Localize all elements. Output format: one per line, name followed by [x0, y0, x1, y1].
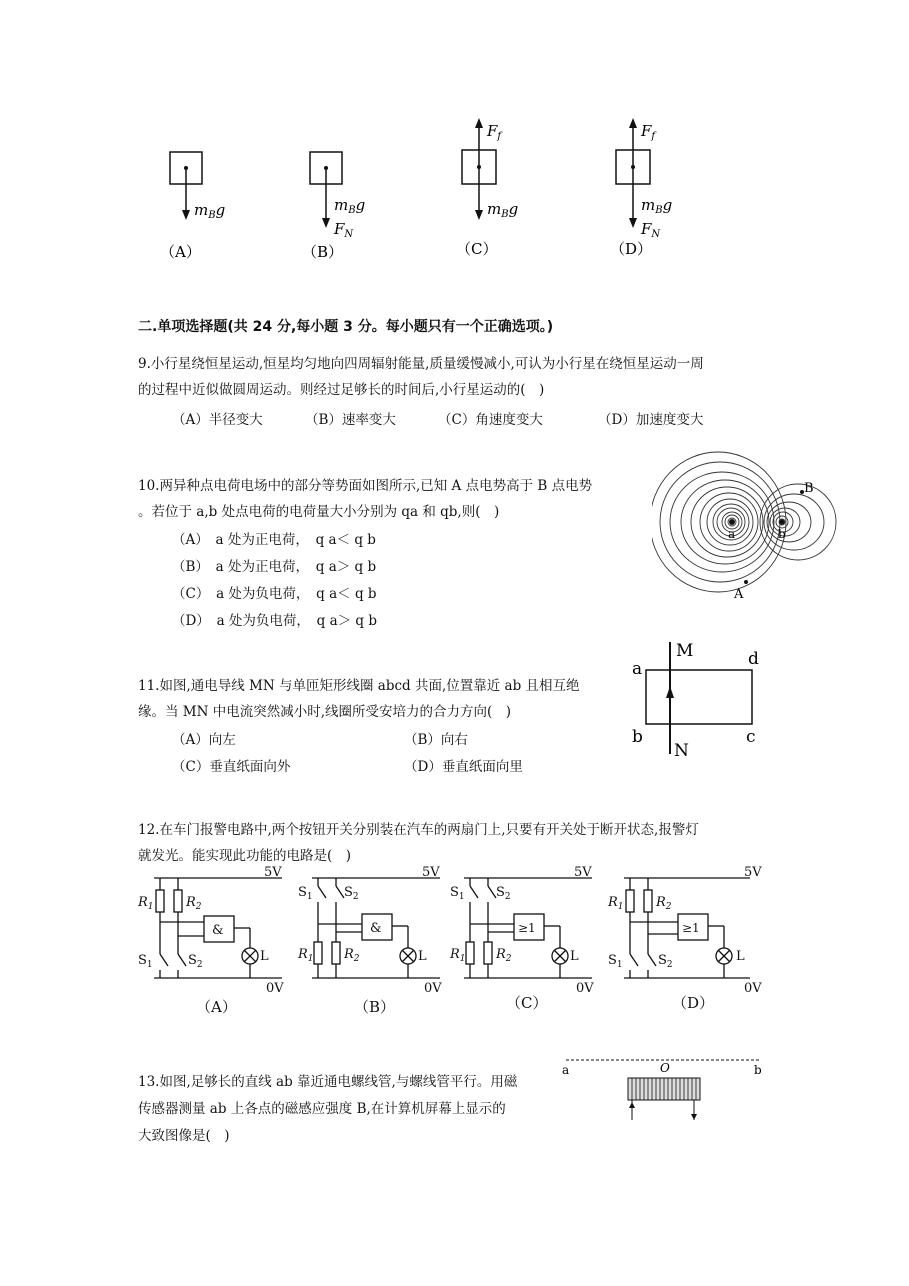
equip-label-b: b — [778, 527, 786, 541]
equip-label-B: B — [804, 481, 814, 496]
circuit-c-lamp: L — [570, 949, 579, 964]
loop-label-d: d — [748, 649, 759, 669]
q9-option-c: （C）角速度变大 — [438, 412, 543, 428]
wire-label-M: M — [676, 641, 694, 661]
force-diagram-b — [302, 152, 365, 261]
circuit-b-s2: $S_2$ — [344, 885, 359, 902]
circuit-b-label: （B） — [354, 998, 396, 1016]
q13-line2: 传感器测量 ab 上各点的磁感应强度 B,在计算机屏幕上显示的 — [138, 1101, 506, 1117]
equipotential-figure — [652, 440, 842, 610]
equip-label-a: a — [728, 527, 736, 541]
q12-line2: 就发光。能实现此功能的电路是( ) — [138, 848, 352, 864]
loop-label-b: b — [632, 727, 643, 747]
q10-option-b: （B） a 处为正电荷， q a＞ q b — [172, 559, 377, 575]
circuit-b-r1: $R_1$ — [298, 947, 314, 964]
circuit-a-5v: 5V — [264, 866, 282, 880]
circuit-b-s1: $S_1$ — [298, 885, 313, 902]
q11-option-d: （D）垂直纸面向里 — [404, 759, 523, 775]
force-diagram-c — [456, 118, 518, 258]
label-b: （B） — [302, 243, 344, 261]
circuit-c-5v: 5V — [574, 866, 592, 880]
circuit-b-0v: 0V — [424, 981, 442, 996]
section-title: 二.单项选择题(共 24 分,每小题 3 分。每小题只有一个正确选项。) — [138, 319, 554, 335]
circuit-d-label: （D） — [672, 994, 715, 1012]
fn-label-b: $F_N$ — [334, 220, 354, 240]
circuit-c-s2: $S_2$ — [496, 885, 511, 902]
circuit-a-0v: 0V — [266, 981, 284, 996]
circuit-b-r2: $R_2$ — [344, 947, 360, 964]
q9-line1: 9.小行星绕恒星运动,恒星均匀地向四周辐射能量,质量缓慢减小,可认为小行星在绕恒星运动一周 — [138, 356, 704, 372]
q13-line3: 大致图像是( ) — [138, 1128, 230, 1144]
circuit-a-r2: $R_2$ — [186, 895, 202, 912]
q9-option-b: （B）速率变大 — [305, 412, 396, 428]
q10-line2: 。若位于 a,b 处点电荷的电荷量大小分别为 qa 和 qb,则( ) — [138, 504, 500, 520]
q11-option-a: （A）向左 — [172, 732, 236, 748]
circuit-a-label: （A） — [196, 998, 237, 1016]
q11-line1: 11.如图,通电导线 MN 与单匝矩形线圈 abcd 共面,位置靠近 ab 且相互绝 — [138, 678, 580, 694]
circuit-a-s2: $S_2$ — [188, 953, 203, 970]
wire-loop-figure — [628, 636, 778, 766]
circuit-d-s1: $S_1$ — [608, 953, 623, 970]
loop-label-a: a — [632, 659, 643, 679]
equip-label-A: A — [734, 587, 744, 602]
force-diagram-d — [610, 118, 672, 258]
q9-line2: 的过程中近似做圆周运动。则经过足够长的时间后,小行星运动的( ) — [138, 382, 545, 398]
loop-label-c: c — [746, 727, 756, 747]
circuit-d-r2: $R_2$ — [656, 895, 672, 912]
circuit-b-gate: & — [370, 921, 382, 936]
label-a: （A） — [160, 243, 201, 261]
circuit-c-label: （C） — [506, 994, 548, 1012]
force-diagrams-figure — [140, 110, 700, 270]
q11-option-b: （B）向右 — [404, 732, 468, 748]
circuit-d-5v: 5V — [744, 866, 762, 880]
circuit-c-r2: $R_2$ — [496, 947, 512, 964]
q9-option-d: （D）加速度变大 — [598, 412, 704, 428]
q10-line1: 10.两异种点电荷电场中的部分等势面如图所示,已知 A 点电势高于 B 点电势 — [138, 478, 593, 494]
circuit-c-r1: $R_1$ — [450, 947, 466, 964]
q10-option-c: （C） a 处为负电荷， q a＜ q b — [172, 586, 377, 602]
circuit-d-s2: $S_2$ — [658, 953, 673, 970]
line-label-O: O — [660, 1061, 670, 1075]
q9-option-a: （A）半径变大 — [172, 412, 263, 428]
ff-label-d: $F_f$ — [641, 122, 656, 142]
solenoid-figure — [556, 1050, 776, 1130]
circuit-a-s1: $S_1$ — [138, 953, 153, 970]
circuit-d-lamp: L — [736, 949, 745, 964]
q12-line1: 12.在车门报警电路中,两个按钮开关分别装在汽车的两扇门上,只要有开关处于断开状态,报警灯 — [138, 822, 699, 838]
mg-label-b: $m_Bg$ — [334, 196, 366, 216]
line-label-b: b — [754, 1063, 762, 1077]
circuit-a-r1: $R_1$ — [138, 895, 154, 912]
circuit-d-r1: $R_1$ — [608, 895, 624, 912]
q13-line1: 13.如图,足够长的直线 ab 靠近通电螺线管,与螺线管平行。用磁 — [138, 1074, 518, 1090]
circuit-c-0v: 0V — [576, 981, 594, 996]
circuit-c-gate: ≥1 — [518, 921, 536, 935]
label-d: （D） — [610, 240, 653, 258]
force-diagram-a — [160, 152, 225, 261]
circuit-a-lamp: L — [260, 949, 269, 964]
circuit-a-gate: & — [212, 923, 224, 938]
q10-option-d: （D） a 处为负电荷， q a＞ q b — [172, 613, 378, 629]
mg-label-c: $m_Bg$ — [487, 200, 519, 220]
ff-label-c: $F_f$ — [487, 122, 502, 142]
circuit-b-5v: 5V — [422, 866, 440, 880]
q11-option-c: （C）垂直纸面向外 — [172, 759, 291, 775]
q11-line2: 缘。当 MN 中电流突然减小时,线圈所受安培力的合力方向( ) — [138, 704, 512, 720]
circuit-b-lamp: L — [418, 949, 427, 964]
line-label-a: a — [562, 1063, 570, 1077]
fn-label-d: $F_N$ — [641, 220, 661, 240]
mg-label-d: $m_Bg$ — [641, 196, 673, 216]
circuit-c-s1: $S_1$ — [450, 885, 465, 902]
wire-label-N: N — [674, 741, 689, 761]
circuit-d-0v: 0V — [744, 981, 762, 996]
alarm-circuits-figure — [132, 866, 782, 1026]
circuit-d-gate: ≥1 — [682, 921, 700, 935]
q10-option-a: （A） a 处为正电荷， q a＜ q b — [172, 532, 376, 548]
label-c: （C） — [456, 240, 498, 258]
mg-label-a: $m_Bg$ — [194, 201, 226, 221]
